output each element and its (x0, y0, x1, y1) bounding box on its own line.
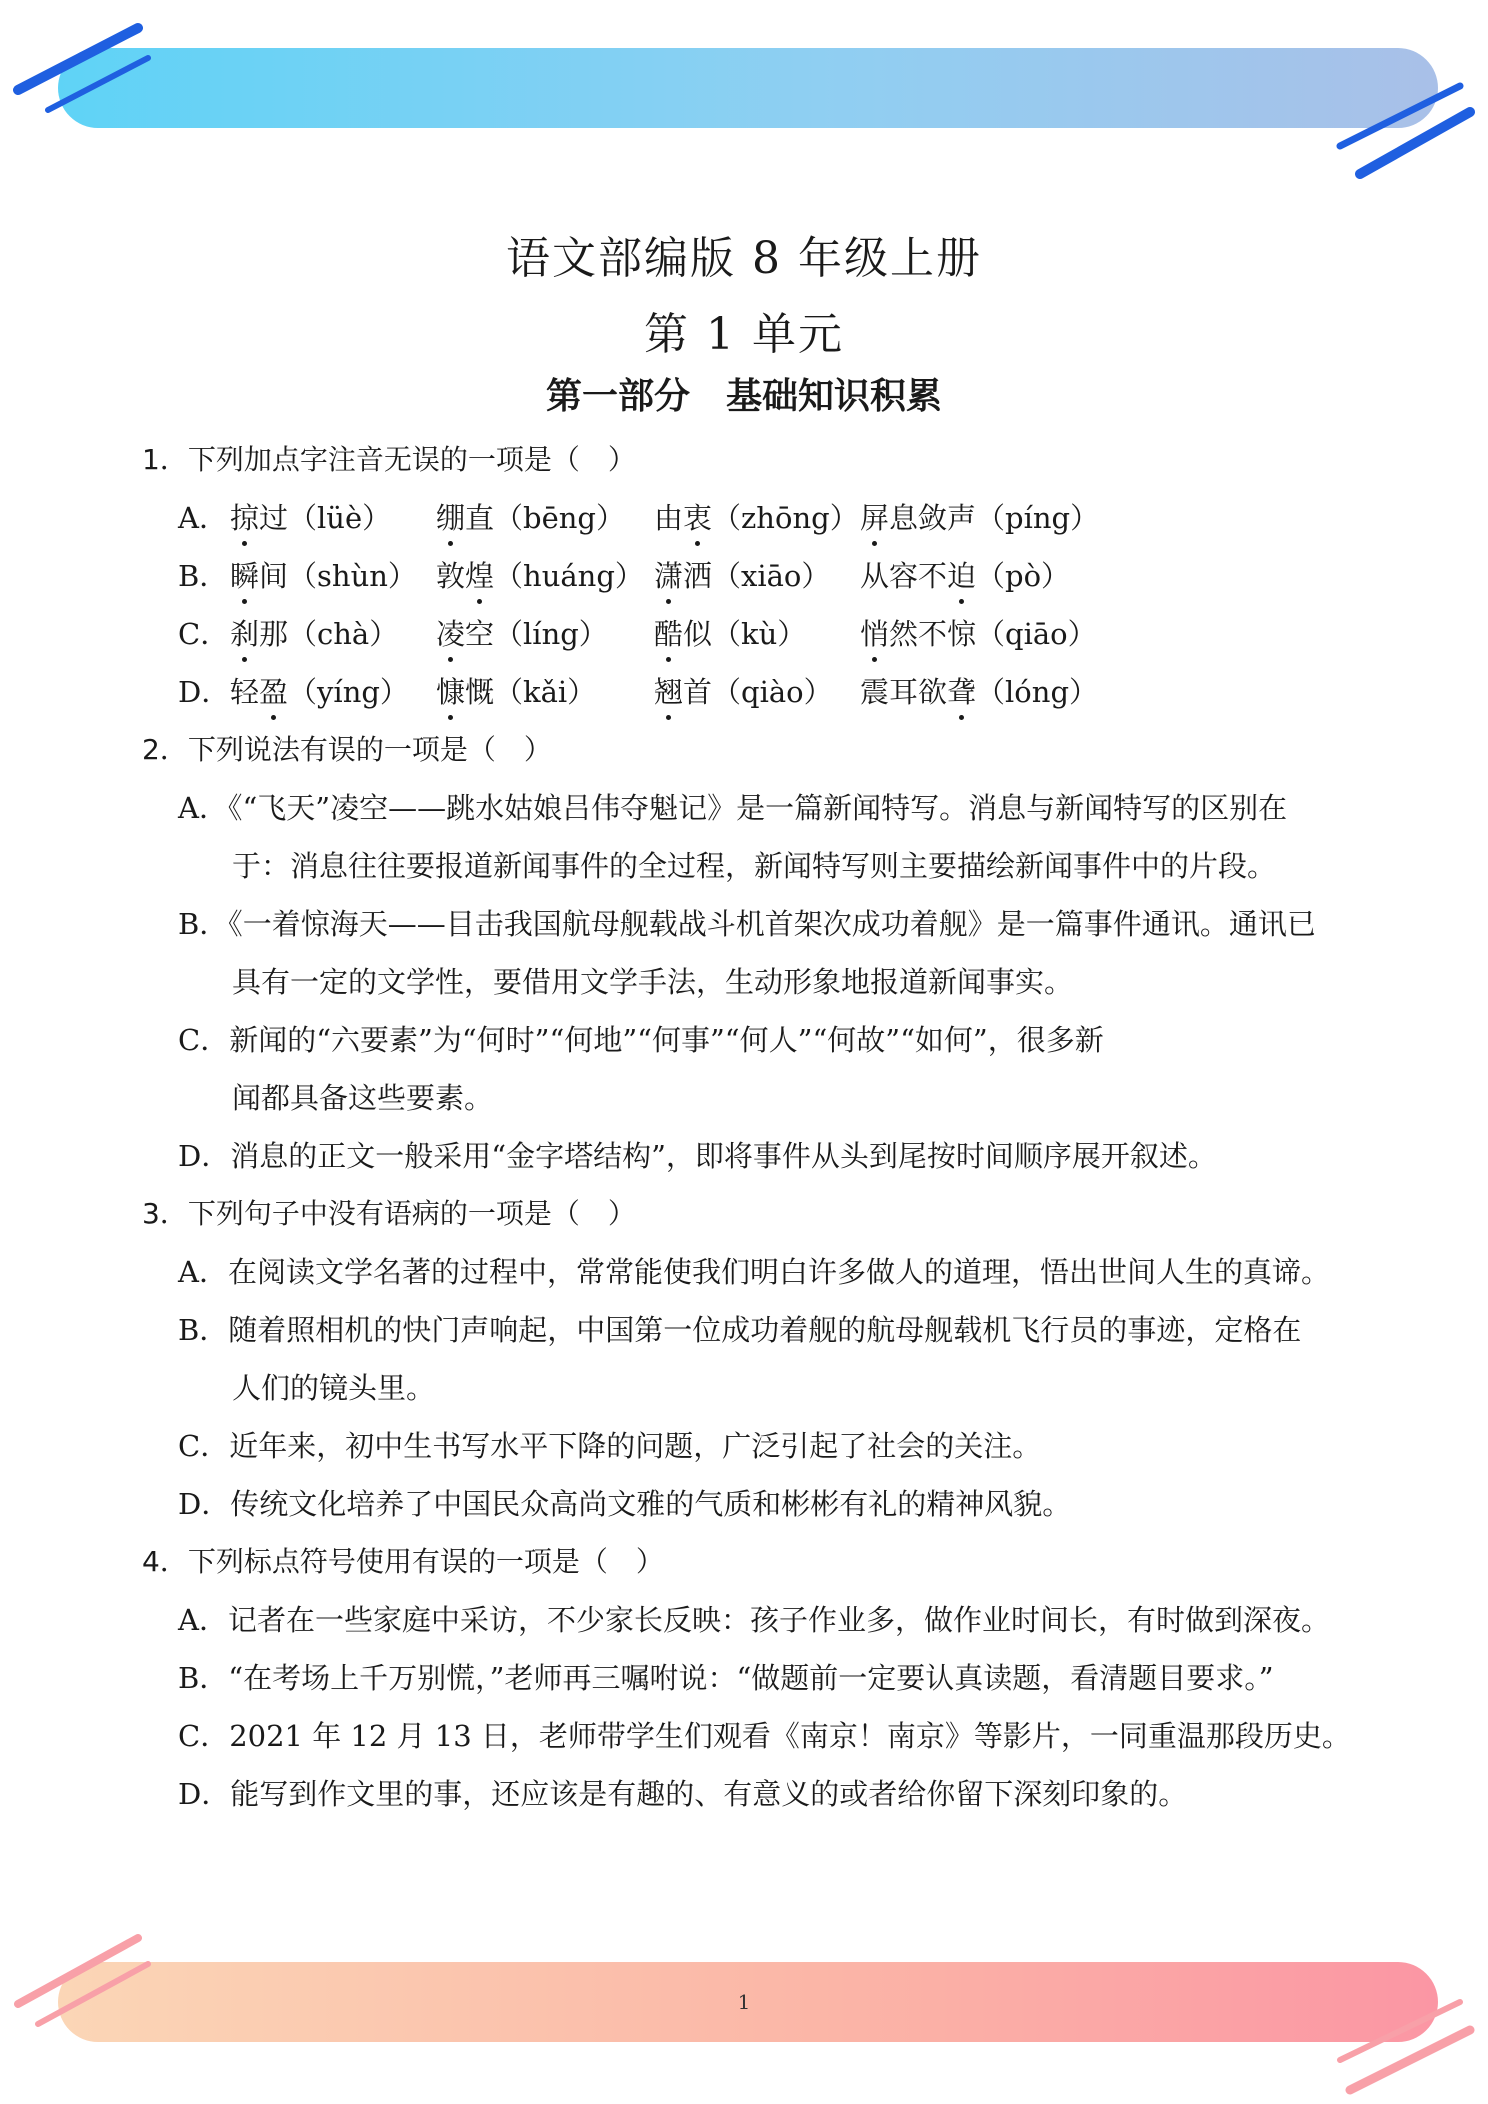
term-text: （huáng） (494, 559, 644, 593)
option-term (654, 498, 859, 538)
emphasis-dotted-char: 凌 (436, 614, 465, 654)
emphasis-dotted-char: 潇 (654, 556, 683, 596)
question-3-line-c: C．近年来，初中生书写水平下降的问题，广泛引起了社会的关注。 (178, 1429, 1042, 1463)
header-right-stripes-icon (1320, 66, 1480, 186)
header-band (58, 48, 1438, 128)
emphasis-dotted-char: 迫 (947, 556, 976, 596)
option-term (230, 614, 398, 654)
question-1-option-c (0, 614, 1488, 654)
option-term (436, 672, 596, 712)
question-3-line-d: D．传统文化培养了中国民众高尚文雅的气质和彬彬有礼的精神风貌。 (178, 1487, 1072, 1521)
question-2-line-b1: B．《一着惊海天——目击我国航母舰载战斗机首架次成功着舰》是一篇事件通讯。通讯已 (178, 907, 1316, 941)
question-2-line-c2: 闻都具备这些要素。 (232, 1081, 494, 1115)
term-text: 过（lüè） (259, 501, 392, 535)
emphasis-dotted-char: 慷 (436, 672, 465, 712)
option-term (860, 498, 1099, 538)
option-label: D． (178, 675, 231, 709)
term-text: 然不惊（qiāo） (889, 617, 1097, 651)
emphasis-dotted-char: 掠 (230, 498, 259, 538)
question-2-line-c1: C．新闻的“六要素”为“何时”“何地”“何事”“何人”“何故”“如何”，很多新 (178, 1023, 1104, 1057)
term-text: 间（shùn） (259, 559, 417, 593)
term-text: （lóng） (976, 675, 1099, 709)
term-text: 空（líng） (465, 617, 608, 651)
option-term (654, 672, 833, 712)
question-3-line-b1: B．随着照相机的快门声响起，中国第一位成功着舰的航母舰载机飞行员的事迹，定格在 (178, 1313, 1302, 1347)
option-term (230, 498, 391, 538)
emphasis-dotted-char: 屏 (860, 498, 889, 538)
emphasis-dotted-char: 悄 (860, 614, 889, 654)
option-term (860, 614, 1097, 654)
option-term (436, 614, 608, 654)
question-2-line-a1: A．《“飞天”凌空——跳水姑娘吕伟夺魁记》是一篇新闻特写。消息与新闻特写的区别在 (178, 791, 1288, 825)
emphasis-dotted-char: 衷 (683, 498, 712, 538)
option-label: C． (178, 617, 230, 651)
term-text: 那（chà） (259, 617, 399, 651)
emphasis-dotted-char: 聋 (947, 672, 976, 712)
question-1-option-d (0, 672, 1488, 712)
question-2-line-a2: 于：消息往往要报道新闻事件的全过程，新闻特写则主要描绘新闻事件中的片段。 (232, 849, 1277, 883)
option-term (654, 614, 806, 654)
term-text: 息敛声（píng） (889, 501, 1100, 535)
option-label: B． (178, 559, 229, 593)
option-label: A． (178, 501, 228, 535)
section-title (0, 368, 1488, 419)
term-text: 从容不 (860, 559, 948, 593)
footer-left-stripes-icon (8, 1924, 168, 2034)
emphasis-dotted-char: 刹 (230, 614, 259, 654)
emphasis-dotted-char: 绷 (436, 498, 465, 538)
option-term (436, 556, 644, 596)
question-3-line-a: A．在阅读文学名著的过程中，常常能使我们明白许多做人的道理，悟出世间人生的真谛。 (178, 1255, 1330, 1289)
term-text: （pò） (976, 559, 1071, 593)
term-text: 敦 (436, 559, 466, 593)
question-2-line-b2: 具有一定的文学性，要借用文学手法，生动形象地报道新闻事实。 (232, 965, 1074, 999)
question-4-stem: 4．下列标点符号使用有误的一项是（ ） (142, 1545, 664, 1578)
term-text: 震耳欲 (860, 675, 948, 709)
document-title: 语文部编版 8 年级上册 (506, 233, 982, 284)
term-text: 慨（kǎi） (465, 675, 597, 709)
option-term (860, 672, 1098, 712)
option-term (436, 498, 625, 538)
term-text: 直（bēng） (465, 501, 625, 535)
option-term (230, 556, 417, 596)
question-4-line-b: B．“在考场上千万别慌，”老师再三嘱咐说：“做题前一定要认真读题，看清题目要求。” (178, 1661, 1274, 1695)
question-2-line-d: D．消息的正文一般采用“金字塔结构”，即将事件从头到尾按时间顺序展开叙述。 (178, 1139, 1217, 1173)
page-number: 1 (737, 1990, 751, 2014)
question-1-option-a (0, 498, 1488, 538)
question-1-stem: 1．下列加点字注音无误的一项是（ ） (142, 443, 636, 476)
question-1-option-b (0, 556, 1488, 596)
section-title-right: 基础知识积累 (726, 376, 943, 417)
term-text: 首（qiào） (683, 675, 833, 709)
term-text: （zhōng） (712, 501, 859, 535)
question-3-stem: 3．下列句子中没有语病的一项是（ ） (142, 1197, 636, 1230)
option-term (230, 672, 409, 712)
question-2-stem: 2．下列说法有误的一项是（ ） (142, 733, 552, 766)
term-text: 由 (654, 501, 684, 535)
section-title-left: 第一部分 (545, 376, 690, 417)
header-left-stripes-icon (8, 10, 158, 130)
emphasis-dotted-char: 酷 (654, 614, 683, 654)
unit-title: 第 1 单元 (644, 309, 844, 360)
emphasis-dotted-char: 瞬 (230, 556, 259, 596)
question-4-line-c: C．2021 年 12 月 13 日，老师带学生们观看《南京！南京》等影片，一同重温那段历史。 (178, 1719, 1351, 1753)
option-term (654, 556, 830, 596)
emphasis-dotted-char: 盈 (259, 672, 288, 712)
emphasis-dotted-char: 翘 (654, 672, 683, 712)
option-term (860, 556, 1070, 596)
term-text: 似（kù） (683, 617, 807, 651)
term-text: （yíng） (288, 675, 409, 709)
question-4-line-a: A．记者在一些家庭中采访，不少家长反映：孩子作业多，做作业时间长，有时做到深夜。 (178, 1603, 1330, 1637)
term-text: 洒（xiāo） (683, 559, 831, 593)
emphasis-dotted-char: 煌 (465, 556, 494, 596)
question-3-line-b2: 人们的镜头里。 (232, 1371, 436, 1405)
question-4-line-d: D．能写到作文里的事，还应该是有趣的、有意义的或者给你留下深刻印象的。 (178, 1777, 1188, 1811)
term-text: 轻 (230, 675, 260, 709)
